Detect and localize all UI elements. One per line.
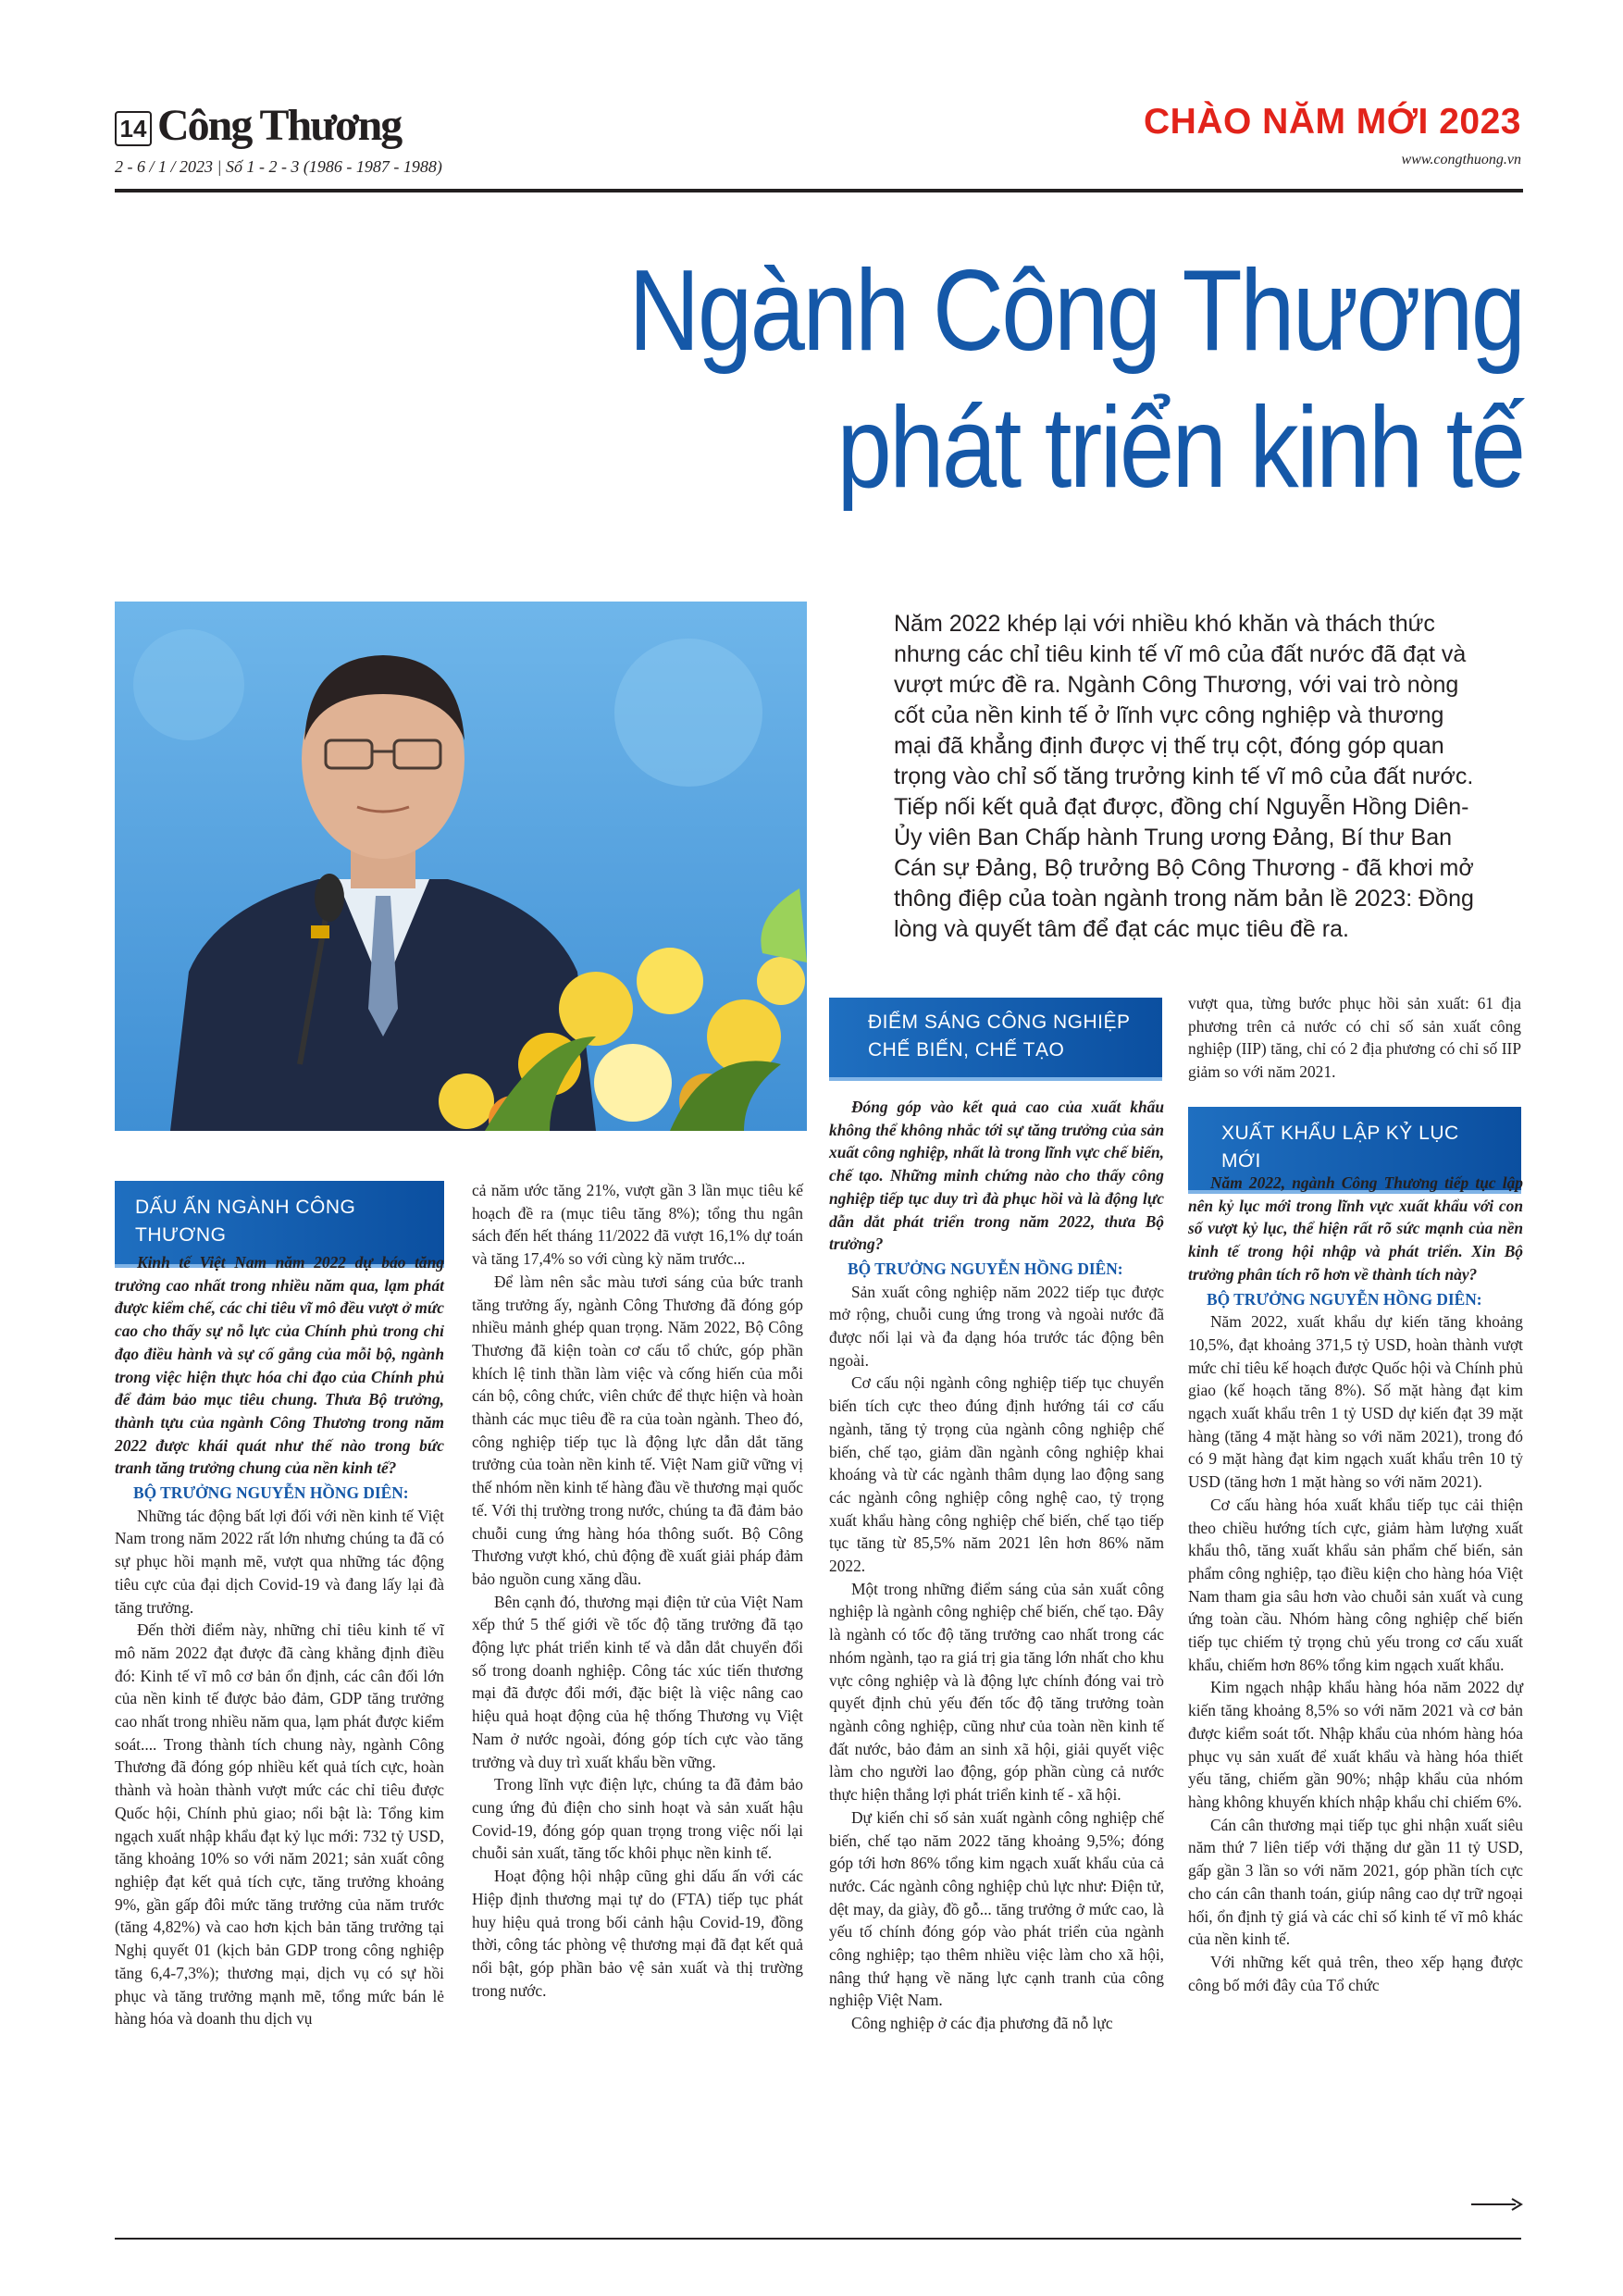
column-3 [829, 1096, 1164, 2035]
answer-1 [115, 1505, 444, 2030]
answer-1-continued [472, 1179, 803, 2002]
question-1: Kinh tế Việt Nam năm 2022 dự báo tăng trưởng cao nhất trong nhiều năm qua, lạm phát được kiểm chế, các chỉ tiêu vĩ mô đều vượt ở mức cao cho thấy sự nỗ lực của Chính phủ trong chỉ đạo điều hành và sự cố gắng của mỗi bộ, ngành trong việc hiện thực hóa chỉ đạo của Chính phủ để đảm bảo mục tiêu chung. Thưa Bộ trưởng, thành tựu của ngành Công Thương trong năm 2022 được khái quát như thế nào trong bức tranh tăng trưởng chung của nền kinh tế? [115, 1253, 444, 1478]
paragraph: cả năm ước tăng 21%, vượt gần 3 lần mục tiêu kế hoạch đề ra (mục tiêu tăng 8%); tổng thu ngân sách đến hết tháng 11/2022 đã vượt 16,1% dự toán và tăng 17,4% so với cùng kỳ năm trước... [472, 1181, 803, 1269]
minister-photo [115, 602, 807, 1131]
paragraph: Bên cạnh đó, thương mại điện tử của Việt Nam xếp thứ 5 thế giới về tốc độ tăng trưởng đã tạo động lực phát triển kinh tế và dẫn dắt chuyển đổi số trong doanh nghiệp. Công tác xúc tiến thương mại đã được đổi mới, đặc biệt là việc nâng cao hiệu quả hoạt động của hệ thống Thương vụ Việt Nam ở nước ngoài, đóng góp tích cực vào tăng trưởng và duy trì xuất khẩu bền vững. [472, 1592, 803, 1771]
answer-2 [829, 1281, 1164, 2035]
paragraph: Đến thời điểm này, những chỉ tiêu kinh tế vĩ mô năm 2022 đạt được đã càng khẳng định điều đó: Kinh tế vĩ mô cơ bản ổn định, các cân đối lớn của nền kinh tế được bảo đảm, GDP tăng trưởng cao nhất trong nhiều năm qua, lạm phát được kiểm soát.... Trong thành tích chung này, ngành Công Thương đã đóng góp nhiều kết quả tích cực, hoàn thành và hoàn thành vượt mức các chỉ tiêu được Quốc hội, Chính phủ giao; nổi bật là: Tổng kim ngạch xuất nhập khẩu đạt kỷ lục mới: 732 tỷ USD, tăng khoảng 10% so với năm 2021; sản xuất công nghiệp đạt kết quả tích cực, tăng trưởng khoảng 9%, gần gấp đôi mức tăng trưởng của năm trước (tăng 4,82%) và cao hơn kịch bản tăng trưởng tại Nghị quyết 01 (kịch bản GDP trong công nghiệp tăng 6,4-7,3%); thương mại, dịch vụ có sự hồi phục và tăng trưởng mạnh mẽ, tổng mức bán lẻ hàng hóa và doanh thu dịch vụ [115, 1620, 444, 2029]
paragraph: Những tác động bất lợi đối với nền kinh tế Việt Nam trong năm 2022 rất lớn nhưng chúng ta đã có sự phục hồi mạnh mẽ, vượt qua những tác động tiêu cực của đại dịch Covid-19 và đang lấy lại đà tăng trưởng. [115, 1506, 444, 1617]
answer-2-continued [1188, 992, 1521, 1084]
paragraph: Với những kết quả trên, theo xếp hạng được công bố mới đây của Tổ chức [1188, 1952, 1523, 1994]
continue-arrow-icon [1471, 2197, 1523, 2212]
paragraph: Dự kiến chỉ số sản xuất ngành công nghiệp chế biến, chế tạo năm 2022 tăng khoảng 9,5%; đóng góp tới hơn 86% tổng kim ngạch xuất khẩu của cả nước. Các ngành công nghiệp chủ lực như: Điện tử, dệt may, da giày, đồ gỗ... tăng trưởng ở mức cao, là yếu tố chính đóng góp vào phát triển của ngành công nghiệp; tạo thêm nhiều việc làm cho xã hội, nâng thứ hạng về năng lực cạnh tranh của công nghiệp Việt Nam. [829, 1807, 1164, 2010]
answer-3 [1188, 1310, 1523, 1996]
speaker-label: BỘ TRƯỞNG NGUYỄN HỒNG DIÊN: [133, 1483, 409, 1503]
headline [628, 242, 1523, 516]
newspaper-logo: Công Thương [157, 101, 402, 150]
headline-line-1: Ngành Công Thương [627, 247, 1523, 375]
section-title: CHÀO NĂM MỚI 2023 [1143, 102, 1521, 142]
website-url: www.congthuong.vn [1401, 152, 1521, 168]
section-label-diem-sang [829, 998, 1162, 1081]
speaker-label: BỘ TRƯỞNG NGUYỄN HỒNG DIÊN: [1207, 1289, 1482, 1309]
footer-rule [115, 2238, 1521, 2240]
page-number: 14 [115, 111, 152, 146]
paragraph: Công nghiệp ở các địa phương đã nỗ lực [851, 2014, 1113, 2033]
header-rule [115, 189, 1523, 192]
paragraph: Trong lĩnh vực điện lực, chúng ta đã đảm bảo cung ứng đủ điện cho sinh hoạt và sản xuất hậu Covid-19, đóng góp quan trọng trong việc nối lại chuỗi sản xuất, tăng tốc khôi phục nền kinh tế. [472, 1775, 803, 1863]
section-label-dau-an: DẤU ẤN NGÀNH CÔNG THƯƠNG [115, 1181, 444, 1268]
paragraph: Hoạt động hội nhập cũng ghi dấu ấn với các Hiệp định thương mại tự do (FTA) tiếp tục phát huy hiệu quả trong bối cảnh hậu Covid-19, đồng thời, công tác phòng vệ thương mại đã đạt kết quả nổi bật, góp phần bảo vệ sản xuất và thị trường trong nước. [472, 1867, 803, 2000]
paragraph: Cơ cấu hàng hóa xuất khẩu tiếp tục cải thiện theo chiều hướng tích cực, giảm hàm lượng xuất khẩu thô, tăng xuất khẩu sản phẩm chế biến, sản phẩm công nghiệp, tạo điều kiện cho hàng hóa Việt Nam tham gia sâu hơn vào chuỗi sản xuất và cung ứng toàn cầu. Nhóm hàng công nghiệp chế biến tiếp tục chiếm tỷ trọng chủ yếu trong cơ cấu xuất khẩu, chiếm hơn 86% tổng kim ngạch xuất khẩu. [1188, 1495, 1523, 1674]
article-lead: Năm 2022 khép lại với nhiều khó khăn và thách thức nhưng các chỉ tiêu kinh tế vĩ mô của đất nước đã đạt và vượt mức đề ra. Ngành Công Thương, với vai trò nòng cốt của nền kinh tế ở lĩnh vực công nghiệp và thương mại đã khẳng định được vị thế trụ cột, đóng góp quan trọng vào chỉ số tăng trưởng kinh tế vĩ mô của đất nước. Tiếp nối kết quả đạt được, đồng chí Nguyễn Hồng Diên- Ủy viên Ban Chấp hành Trung ương Đảng, Bí thư Ban Cán sự Đảng, Bộ trưởng Bộ Công Thương - đã khơi mở thông điệp của toàn ngành trong năm bản lề 2023: Đồng lòng và quyết tâm để đạt các mục tiêu đề ra. [894, 611, 1474, 942]
paragraph: Cán cân thương mại tiếp tục ghi nhận xuất siêu năm thứ 7 liên tiếp với thặng dư gần 11 tỷ USD, gấp gần 3 lần so với năm 2021, góp phần tích cực cho cán cân thanh toán, giúp nâng cao dự trữ ngoại hối, ổn định tỷ giá và các chỉ số kinh tế vĩ mô khác của nền kinh tế. [1188, 1815, 1523, 1949]
issue-info: 2 - 6 / 1 / 2023 | Số 1 - 2 - 3 (1986 - 1987 - 1988) [115, 157, 442, 176]
paragraph: vượt qua, từng bước phục hồi sản xuất: 61 địa phương trên cả nước có chỉ số sản xuất công nghiệp (IIP) tăng, chỉ có 2 địa phương có chỉ số IIP giảm so với năm 2021. [1188, 994, 1521, 1082]
speaker-label: BỘ TRƯỞNG NGUYỄN HỒNG DIÊN: [848, 1259, 1123, 1278]
paragraph: Kim ngạch nhập khẩu hàng hóa năm 2022 dự kiến tăng khoảng 8,5% so với năm 2021 và cơ bản được kiểm soát tốt. Nhập khẩu của nhóm hàng hóa phục vụ sản xuất để xuất khẩu và hàng hóa thiết yếu tăng, chiếm gần 90%; nhập khẩu của nhóm hàng không khuyến khích nhập khẩu chỉ chiếm 6%. [1188, 1678, 1523, 1811]
paragraph: Một trong những điểm sáng của sản xuất công nghiệp là ngành công nghiệp chế biến, chế tạo. Đây là ngành có tốc độ tăng trưởng cao nhất trong các nhóm ngành, tạo ra giá trị gia tăng lớn nhất cho khu vực công nghiệp và là động lực chính đóng vai trò quyết định chủ yếu đến tốc độ tăng trưởng toàn ngành công nghiệp, cũng như của toàn nền kinh tế đất nước, bảo đảm an sinh xã hội, giải quyết việc làm cho người lao động, góp phần cùng cả nước thực hiện thắng lợi phát triển kinh tế - xã hội. [829, 1579, 1164, 1805]
paragraph: Sản xuất công nghiệp năm 2022 tiếp tục được mở rộng, chuỗi cung ứng trong và ngoài nước đã được nối lại và đa dạng hóa trước tác động bên ngoài. [829, 1282, 1164, 1370]
column-1 [115, 1251, 444, 2030]
section-label-line-2: CHẾ BIẾN, CHẾ TẠO [868, 1039, 1065, 1061]
question-3: Năm 2022, ngành Công Thương tiếp tục lập nên kỷ lục mới trong lĩnh vực xuất khẩu với con số vượt kỷ lục, thể hiện rất rõ sức mạnh của nền kinh tế trong hội nhập và phát triển. Xin Bộ trưởng phân tích rõ hơn về thành tích này? [1188, 1173, 1523, 1284]
headline-line-2: phát triển kinh tế [836, 384, 1523, 512]
column-2 [472, 1179, 803, 2002]
question-2: Đóng góp vào kết quả cao của xuất khẩu không thể không nhắc tới sự tăng trưởng của sản xuất công nghiệp, nhất là trong lĩnh vực chế biến, chế tạo. Những minh chứng nào cho thấy công nghiệp tiếp tục duy trì đà phục hồi và là động lực dẫn dắt phát triển trong năm 2022, thưa Bộ trưởng? [829, 1098, 1164, 1254]
column-4-top [1188, 992, 1521, 1084]
paragraph: Để làm nên sắc màu tươi sáng của bức tranh tăng trưởng ấy, ngành Công Thương đã đóng góp nhiều mảnh ghép quan trọng. Năm 2022, Bộ Công Thương đã kiện toàn cơ cấu tổ chức, góp phần khích lệ tinh thần làm việc và cống hiến của mỗi cán bộ, công chức, viên chức để thực hiện và hoàn thành các mục tiêu đề ra của toàn ngành. Theo đó, công nghiệp tiếp tục là động lực dẫn dắt tăng trưởng của toàn nền kinh tế. Việt Nam giữ vững vị thế nhóm nền kinh tế hàng đầu về thương mại quốc tế. Với thị trường trong nước, chúng ta đã đảm bảo chuỗi cung ứng hàng hóa thông suốt. Bộ Công Thương vượt khó, chủ động đề xuất giải pháp đảm bảo nguồn cung xăng dầu. [472, 1272, 803, 1588]
paragraph: Năm 2022, xuất khẩu dự kiến tăng khoảng 10,5%, đạt khoảng 371,5 tỷ USD, hoàn thành vượt mức chỉ tiêu kế hoạch được Quốc hội và Chính phủ giao (kế hoạch tăng 8%). Số mặt hàng đạt kim ngạch xuất khẩu trên 1 tỷ USD dự kiến đạt 39 mặt hàng (tăng 4 mặt hàng so với năm 2021), trong đó có 9 mặt hàng đạt kim ngạch xuất khẩu trên 10 tỷ USD (tăng hơn 1 mặt hàng so với năm 2021). [1188, 1312, 1523, 1492]
column-4 [1188, 1172, 1523, 1996]
section-label-line-1: ĐIỂM SÁNG CÔNG NGHIỆP [868, 1011, 1131, 1033]
paragraph: Cơ cấu nội ngành công nghiệp tiếp tục chuyển biến tích cực theo đúng định hướng tái cơ cấu ngành, tăng tỷ trọng của ngành công nghiệp chế biến, chế tạo, giảm dần ngành công nghiệp khai khoáng và từ các ngành thâm dụng lao động sang các ngành công nghiệp công nghệ cao, tỷ trọng xuất khẩu hàng công nghiệp chế biến, chế tạo tiếp tục tăng từ 85,5% năm 2021 lên hơn 86% năm 2022. [829, 1373, 1164, 1576]
section-label-xuat-khau: XUẤT KHẨU LẬP KỶ LỤC MỚI [1188, 1107, 1521, 1194]
